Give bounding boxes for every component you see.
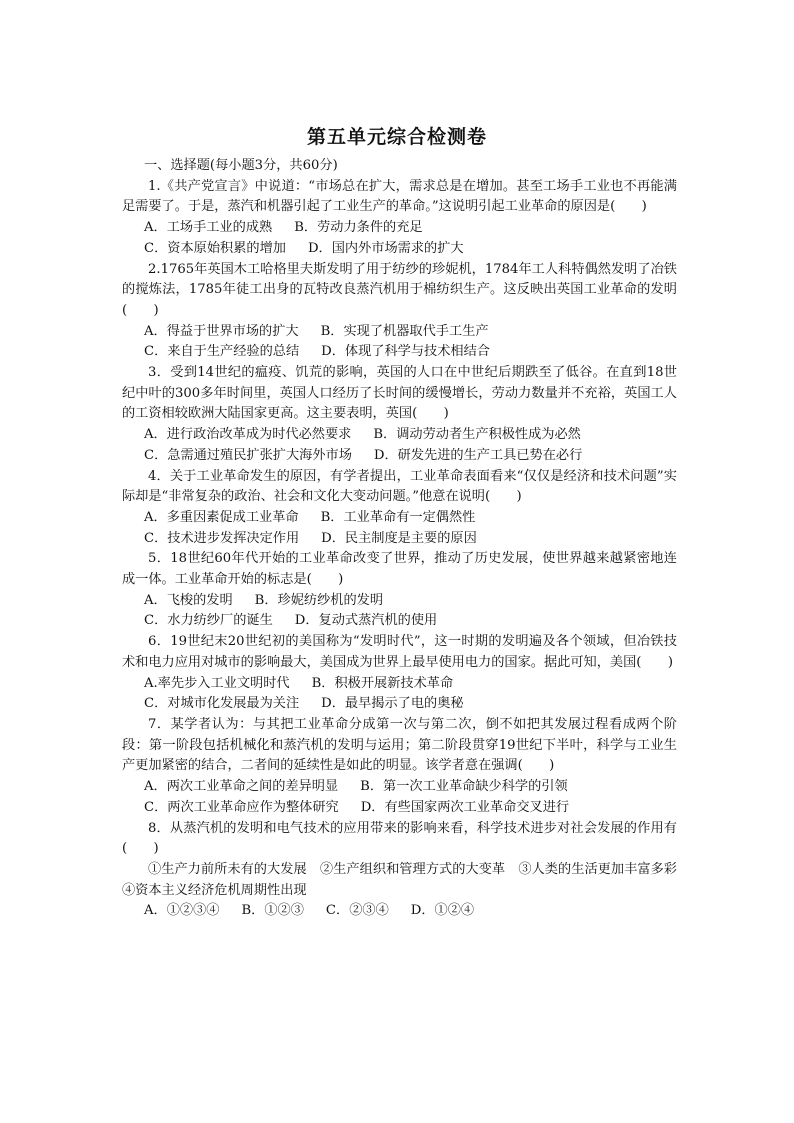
option-a: A．多重因素促成工业革命 <box>144 509 299 525</box>
option-a: A．得益于世界市场的扩大 <box>144 323 299 339</box>
option-d: D．体现了科学与技术相结合 <box>321 344 490 360</box>
option-row <box>122 342 677 363</box>
question-1 <box>122 177 677 260</box>
option-d: D．复动式蒸汽机的使用 <box>294 613 438 629</box>
option-row <box>122 425 677 446</box>
option-row <box>122 239 677 260</box>
option-a: A．工场手工业的成熟 <box>144 220 273 236</box>
option-row <box>122 446 677 467</box>
option-b: B．劳动力条件的充足 <box>294 220 423 236</box>
option-a: A．①②③④ <box>144 903 220 919</box>
question-statements: ①生产力前所未有的大发展 ②生产组织和管理方式的大变革 ③人类的生活更加丰富多彩 ④资本主义经济危机周期性出现 <box>122 861 691 898</box>
option-d: D．最早揭示了电的奥秘 <box>321 696 464 712</box>
question-8 <box>122 819 691 923</box>
option-d: D．研发先进的生产工具已势在必行 <box>373 447 583 463</box>
option-b: B．工业革命有一定偶然性 <box>320 509 476 525</box>
option-b: B．珍妮纺纱机的发明 <box>254 592 384 608</box>
question-stem: 4．关于工业革命发生的原因，有学者提出，工业革命表面看来“仅仅是经济和技术问题”实际却是“非常复杂的政治、社会和文化大变动问题。”他意在说明( ) <box>122 468 677 505</box>
option-row <box>122 777 677 798</box>
option-b: B．①②③ <box>241 903 304 919</box>
option-a: A.率先步入工业文明时代 <box>144 675 290 691</box>
option-b: B．调动劳动者生产积极性成为必然 <box>373 427 581 443</box>
question-list <box>122 156 691 922</box>
option-row <box>122 674 677 695</box>
option-a: A．进行政治改革成为时代必然要求 <box>144 427 352 443</box>
option-c: C．来自于生产经验的总结 <box>144 344 300 360</box>
option-b: B．实现了机器取代手工生产 <box>320 323 489 339</box>
question-stem: 5．18世纪60年代开始的工业革命改变了世界，推动了历史发展，使世界越来越紧密地连成一体。工业革命开始的标志是( ) <box>122 551 677 588</box>
question-stem: 6．19世纪末20世纪初的美国称为“发明时代”，这一时期的发明遍及各个领域，但冶铁技术和电力应用对城市的影响最大，美国成为世界上最早使用电力的国家。据此可知，美国( ) <box>122 634 677 670</box>
question-stem: 8．从蒸汽机的发明和电气技术的应用带来的影响来看，科学技术进步对社会发展的作用有( ) <box>122 820 677 857</box>
question-stem: 1.《共产党宣言》中说道：“市场总在扩大，需求总是在增加。甚至工场手工业也不再能满足需要了。于是，蒸汽和机器引起了工业生产的革命。”这说明引起工业革命的原因是( ) <box>122 178 677 215</box>
question-stem: 7．某学者认为：与其把工业革命分成第一次与第二次，倒不如把其发展过程看成两个阶段：第一阶段包括机械化和蒸汽机的发明与运用；第二阶段贯穿19世纪下半叶，科学与工业生产更加紧密的结合，二者间的延续性是如此的明显。该学者意在强调( ) <box>122 716 677 774</box>
question-7 <box>122 715 677 819</box>
question-4 <box>122 467 677 550</box>
option-b: B．积极开展新技术革命 <box>311 675 454 691</box>
option-c: C．②③④ <box>325 903 389 919</box>
option-a: A．飞梭的发明 <box>144 592 233 608</box>
option-row <box>122 529 677 550</box>
option-row <box>122 611 677 632</box>
question-5 <box>122 549 677 632</box>
page-title: 第五单元综合检测卷 <box>306 126 487 148</box>
option-row <box>122 218 677 239</box>
option-d: D．民主制度是主要的原因 <box>321 530 477 546</box>
question-6 <box>122 632 677 715</box>
option-d: D．有些国家两次工业革命交叉进行 <box>360 799 570 815</box>
option-c: C．对城市化发展最为关注 <box>144 696 300 712</box>
option-row <box>122 591 677 612</box>
option-c: C．水力纺纱厂的诞生 <box>144 613 273 629</box>
section-heading: 一、选择题(每小题3分，共60分) <box>144 158 338 173</box>
question-3 <box>122 363 677 467</box>
option-d: D．①②④ <box>410 903 475 919</box>
option-c: C．资本原始积累的增加 <box>144 240 286 256</box>
option-c: C．两次工业革命应作为整体研究 <box>144 799 339 815</box>
option-row <box>122 508 677 529</box>
option-c: C．急需通过殖民扩张扩大海外市场 <box>144 447 352 463</box>
option-row <box>122 322 677 343</box>
option-c: C．技术进步发挥决定作用 <box>144 530 300 546</box>
option-row <box>122 901 677 922</box>
option-row <box>122 798 677 819</box>
option-row <box>122 694 677 715</box>
option-a: A．两次工业革命之间的差异明显 <box>144 779 339 795</box>
option-b: B．第一次工业革命缺少科学的引领 <box>360 779 568 795</box>
option-d: D．国内外市场需求的扩大 <box>307 240 464 256</box>
question-2 <box>122 260 677 364</box>
question-stem: 3．受到14世纪的瘟疫、饥荒的影响，英国的人口在中世纪后期跌至了低谷。在直到18世纪中叶的300多年时间里，英国人口经历了长时间的缓慢增长，劳动力数量并不充裕，英国工人的工资相较欧洲大陆国家更高。这主要表明，英国( ) <box>122 365 677 422</box>
question-stem: 2.1765年英国木工哈格里夫斯发明了用于纺纱的珍妮机，1784年工人科特偶然发明了冶铁的搅炼法，1785年徒工出身的瓦特改良蒸汽机用于棉纺织生产。这反映出英国工业革命的发明( ) <box>122 261 677 318</box>
